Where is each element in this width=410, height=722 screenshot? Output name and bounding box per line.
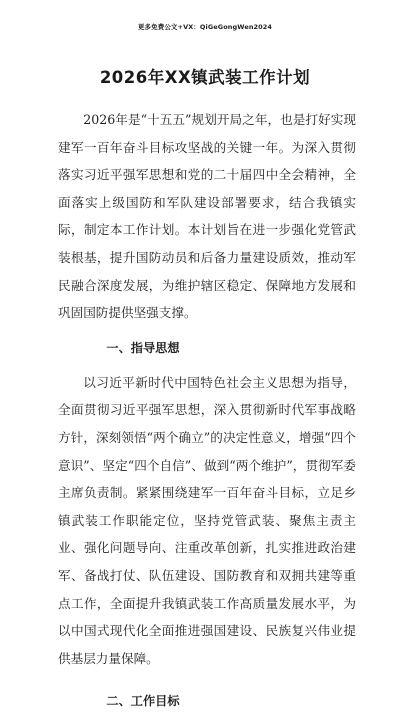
section-heading-block-1 [58,327,356,369]
section-heading: 一、指导思想 [106,340,180,355]
section-paragraph: 以习近平新时代中国特色社会主义思想为指导，全面贯彻习近平强军思想，深入贯彻新时代军事战略方针，深刻领悟“两个确立”的决定性意义，增强“四个意识”、坚定“四个自信”、做到“两个维护”，贯彻军委主席负责制。紧紧围绕建军一百年奋斗目标，立足乡镇武装工作职能定位，坚持党管武装、聚焦主责主业、强化问题导向、注重改革创新，扎实推进政治建军、备战打仗、队伍建设、国防教育和双拥共建等重点工作，全面提升我镇武装工作高质量发展水平，为以中国式现代化全面推进强国建设、民族复兴伟业提供基层力量保障。 [58,374,356,666]
intro-paragraph: 2026年是“十五五”规划开局之年，也是打好实现建军一百年奋斗目标攻坚战的关键一年。为深入贯彻落实习近平强军思想和党的二十届四中全会精神，全面落实上级国防和军队建设部署要求，结合我镇实际，制定本工作计划。本计划旨在进一步强化党管武装根基，提升国防动员和后备力量建设质效，推动军民融合深度发展，为维护辖区稳定、保障地方发展和巩固国防提供坚强支撑。 [58,112,356,321]
section-heading-block-2 [58,680,356,722]
document-body [58,106,356,722]
document-title: 2026年XX镇武装工作计划 [99,68,311,87]
section-heading: 二、工作目标 [106,694,180,709]
header-notice: 更多免费公文+VX：QiGeGongWen2024 [137,23,273,31]
